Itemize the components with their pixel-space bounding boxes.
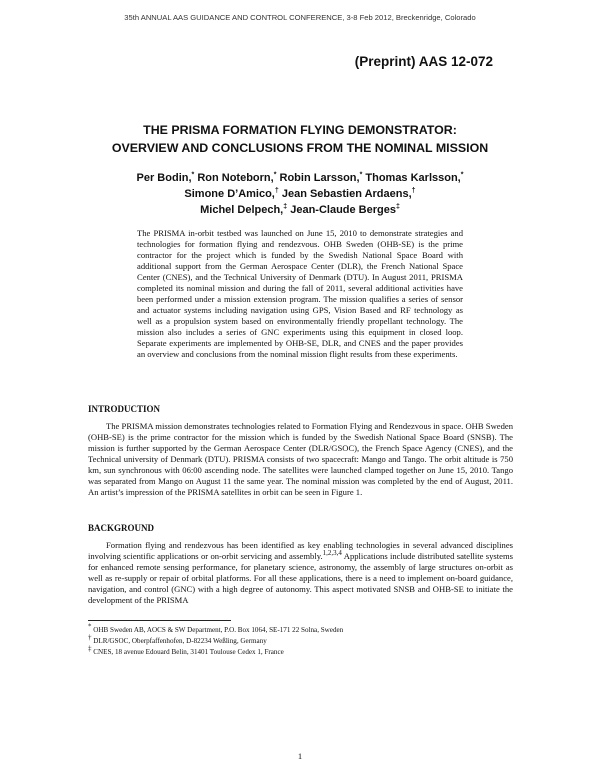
author-line-3 bbox=[40, 202, 560, 218]
affiliation-mark: † bbox=[411, 187, 416, 195]
affiliation-mark: * bbox=[191, 171, 195, 179]
title-line-1: THE PRISMA FORMATION FLYING DEMONSTRATOR: bbox=[143, 123, 457, 137]
section-heading-introduction: INTRODUCTION bbox=[88, 404, 161, 414]
author-name: Jean-Claude Berges bbox=[290, 204, 396, 216]
author-name: Per Bodin, bbox=[136, 172, 192, 184]
author-list bbox=[40, 170, 560, 218]
author-name: Simone D’Amico, bbox=[184, 188, 275, 200]
author-name: Robin Larsson, bbox=[279, 172, 360, 184]
introduction-paragraph: The PRISMA mission demonstrates technologies related to Formation Flying and Rendezvous in space. OHB Sweden (OHB-SE) is the prime contractor for the mission which is funded by the Swedish National Space Board (SNSB). The mission is further supported by the German Aerospace Center (DLR/GSOC), the French Space Agency (CNES), and the Technical university of Denmark (DTU). PRISMA consists of two spacecraft: Mango and Tango. The orbit altitude is 750 km, sun synchronous with 06:00 ascending node. The satellites were launched clamped together on June 15, 2010. Tango was separated from Mango on August 11 the same year. The nominal mission was completed by the end of August, 2011. An artist’s impression of the PRISMA satellites in orbit can be seen in Figure 1. bbox=[88, 421, 513, 497]
footnotes bbox=[88, 622, 513, 658]
affiliation-mark: ‡ bbox=[395, 203, 400, 211]
footnote-mark: ‡ bbox=[88, 644, 92, 653]
title-line-2: OVERVIEW AND CONCLUSIONS FROM THE NOMINAL MISSION bbox=[111, 141, 489, 155]
footnote-text: DLR/GSOC, Oberpfaffenhofen, D-82234 Weßling, Germany bbox=[91, 637, 267, 645]
author-name: Ron Noteborn, bbox=[197, 172, 274, 184]
background-text-start: Formation flying and rendezvous has been identified as key enabling technologies in several advanced disciplines involving scientific applications or on-orbit servicing and assembly. bbox=[88, 540, 513, 561]
affiliation-mark: * bbox=[359, 171, 363, 179]
footnote-divider bbox=[88, 620, 231, 621]
conference-header: 35th ANNUAL AAS GUIDANCE AND CONTROL CONFERENCE, 3-8 Feb 2012, Breckenridge, Colorado bbox=[124, 13, 476, 22]
affiliation-mark: ‡ bbox=[283, 203, 288, 211]
footnote-text: OHB Sweden AB, AOCS & SW Department, P.O. Box 1064, SE-171 22 Solna, Sweden bbox=[91, 626, 344, 634]
background-text-end: Applications include distributed satellite systems for enhanced remote sensing performance, for planetary science, astronomy, the assembly of large structures on-orbit as well as re-supply or repair of orbital platforms. For all these applications, there is a need to implement on-board guidance, navigation, and control (GNC) with a high degree of autonomy. This aspect motivated SNSB and OHB-SE to initiate the development of the PRISMA bbox=[88, 551, 513, 605]
affiliation-mark: * bbox=[273, 171, 277, 179]
author-line-2 bbox=[40, 186, 560, 202]
author-name: Jean Sebastien Ardaens, bbox=[281, 188, 412, 200]
page-number: 1 bbox=[297, 751, 303, 761]
affiliation-mark: * bbox=[460, 171, 464, 179]
footnote-2 bbox=[88, 633, 513, 647]
section-heading-background: BACKGROUND bbox=[88, 523, 155, 533]
footnote-mark: * bbox=[88, 622, 92, 631]
paper-title bbox=[40, 121, 560, 157]
affiliation-mark: † bbox=[274, 187, 279, 195]
preprint-number: (Preprint) AAS 12-072 bbox=[354, 54, 493, 69]
footnote-1 bbox=[88, 622, 513, 636]
footnote-text: CNES, 18 avenue Edouard Belin, 31401 Toulouse Cedex 1, France bbox=[91, 648, 284, 656]
author-name: Thomas Karlsson, bbox=[365, 172, 461, 184]
background-paragraph bbox=[88, 540, 513, 606]
reference-marks: 1,2,3,4 bbox=[322, 549, 342, 558]
footnote-3 bbox=[88, 644, 513, 658]
footnote-mark: † bbox=[88, 633, 92, 642]
author-line-1 bbox=[40, 170, 560, 186]
author-name: Michel Delpech, bbox=[200, 204, 284, 216]
abstract: The PRISMA in-orbit testbed was launched on June 15, 2010 to demonstrate strategies and technologies for formation flying and rendezvous. OHB Sweden (OHB-SE) is the prime contractor for the project which is funded by the Swedish National Space Board with additional support from the German Aerospace Center (DLR), the French National Space Center (CNES), and the Technical University of Denmark (DTU). In August 2011, PRISMA completed its nominal mission and during the fall of 2011, several additional activities have been performed under a mission extension program. The mission qualifies a series of sensor and actuator systems including navigation using GPS, Vision Based and RF technology as well as a propulsion system based on environmentally friendly propellant technology. The mission also includes a series of GNC experiments using this equipment in closed loop. Separate experiments are implemented by OHB-SE, DLR, and CNES and the paper provides an overview and conclusions from the nominal mission flight results from these experiments. bbox=[137, 228, 463, 359]
